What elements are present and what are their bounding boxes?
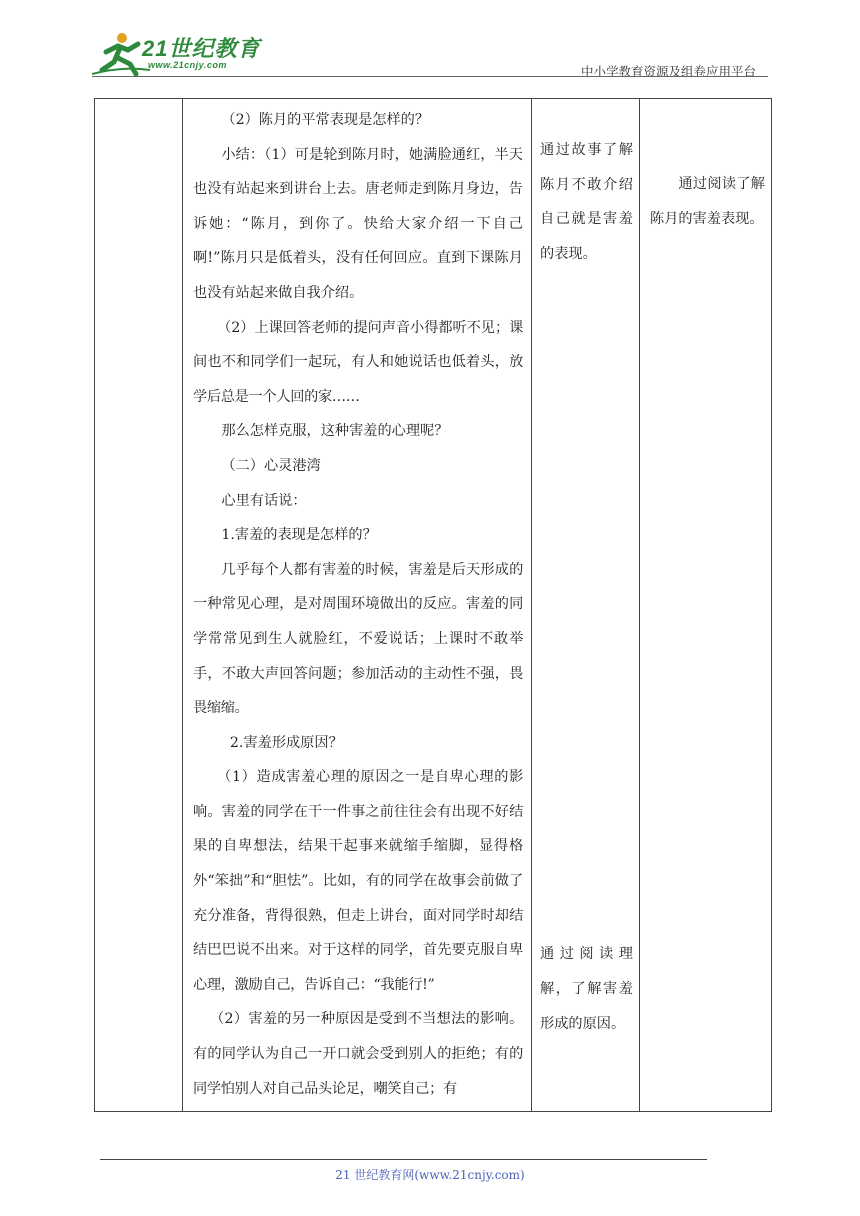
stage-cell	[95, 99, 183, 1112]
section-heading: （二）心灵港湾	[221, 457, 321, 474]
table-row	[95, 99, 772, 1112]
content-paragraph: 小结：（1）可是轮到陈月时，她满脸通红，半天也没有站起来到讲台上去。唐老师走到陈月身边，告诉她：“陈月，到你了。快给大家介绍一下自己啊!”陈月只是低着头，没有任何回应。直到下课陈月也没有站起来做自我介绍。	[193, 146, 523, 301]
intent-cell	[532, 99, 640, 1112]
lesson-table	[94, 98, 772, 1112]
design-cell	[640, 99, 772, 1112]
footer-text[interactable]: 21 世纪教育网(www.21cnjy.com)	[335, 1168, 525, 1182]
intent-note: 通过阅读理解，了解害羞形成的原因。	[540, 946, 633, 1032]
logo-url: www.21cnjy.com	[148, 60, 227, 70]
logo	[92, 30, 292, 76]
content-line: 心里有话说：	[221, 492, 307, 509]
platform-name: 中小学教育资源及组卷应用平台	[580, 64, 756, 79]
content-cell	[183, 99, 532, 1112]
design-note-text: 通过阅读了解陈月的害羞表现。	[650, 176, 765, 227]
page-header	[92, 26, 768, 78]
footer-divider	[100, 1159, 707, 1160]
question-heading: 2.害羞形成原因？	[229, 734, 343, 751]
content-paragraph: （2）害羞的另一种原因是受到不当想法的影响。有的同学认为自己一开口就会受到别人的拒绝；有的同学怕别人对自己品头论足，嘲笑自己；有	[193, 1011, 523, 1097]
logo-title: 21世纪教育	[142, 36, 261, 61]
content-line: 那么怎样克服，这种害羞的心理呢？	[221, 423, 449, 440]
content-paragraph: （2）上课回答老师的提问声音小得都听不见；课间也不和同学们一起玩，有人和她说话也低着头，放学后总是一个人回的家……	[193, 319, 523, 405]
intent-note: 通过故事了解陈月不敢介绍自己就是害羞的表现。	[540, 142, 633, 262]
header-divider	[92, 76, 768, 77]
content-line: （2）陈月的平常表现是怎样的？	[221, 112, 430, 128]
design-note	[640, 167, 771, 236]
content-paragraph: （1）造成害羞心理的原因之一是自卑心理的影响。害羞的同学在干一件事之前往往会有出现不好结果的自卑想法，结果干起事来就缩手缩脚，显得格外“笨拙”和“胆怯”。比如，有的同学在故事会前做了充分准备，背得很熟，但走上讲台，面对同学时却结结巴巴说不出来。对于这样的同学，首先要克服自卑心理，激励自己，告诉自己：“我能行!”	[193, 769, 523, 993]
content-paragraph: 几乎每个人都有害羞的时候，害羞是后天形成的一种常见心理，是对周围环境做出的反应。害羞的同学常常见到生人就脸红，不爱说话；上课时不敢举手，不敢大声回答问题；参加活动的主动性不强，畏畏缩缩。	[193, 561, 523, 717]
question-heading: 1.害羞的表现是怎样的？	[221, 527, 377, 544]
